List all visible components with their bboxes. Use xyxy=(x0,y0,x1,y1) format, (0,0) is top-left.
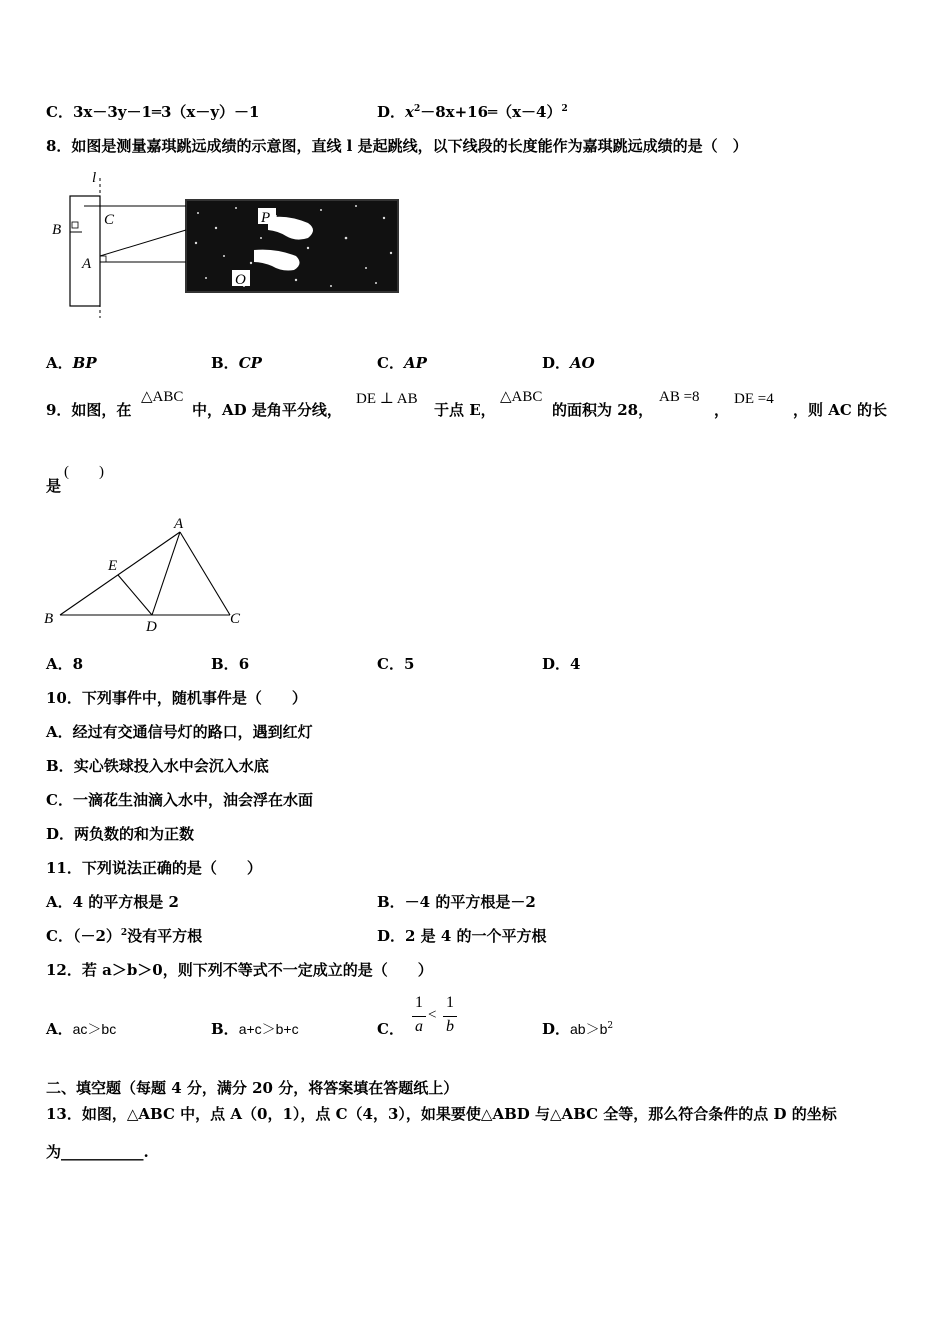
q9-math-de: DE =4 xyxy=(734,391,774,407)
q12-option-a: A．ac＞bc xyxy=(46,1020,117,1038)
q11-option-d: D．2 是 4 的一个平方根 xyxy=(377,927,547,945)
q10-option-b: B．实心铁球投入水中会沉入水底 xyxy=(46,757,269,775)
q8-label-l: l xyxy=(92,170,97,186)
q9-option-b: B．6 xyxy=(211,655,250,673)
q11-option-b: B．－4 的平方根是－2 xyxy=(377,893,536,911)
q9-math-triangle-abc: △ABC xyxy=(141,389,184,405)
q8-option-d: D．AO xyxy=(542,354,595,372)
q12-option-b: B．a+c＞b+c xyxy=(211,1020,299,1038)
q13-stem: 13．如图，△ABC 中，点 A（0，1），点 C（4，3），如果要使△ABD 与△ABC 全等，那么符合条件的点 D 的坐标 xyxy=(46,1105,837,1123)
q9-label-a: A xyxy=(174,516,184,532)
q9-option-c: C．5 xyxy=(377,655,415,673)
q10-option-c: C．一滴花生油滴入水中，油会浮在水面 xyxy=(46,791,313,809)
q9-stem-4: 的面积为 28， xyxy=(552,401,654,419)
q8-label-b: B xyxy=(52,222,62,238)
q8-label-c: C xyxy=(104,212,115,228)
section2-heading: 二、填空题（每题 4 分，满分 20 分，将答案填在答题纸上） xyxy=(46,1079,459,1097)
q9-math-ab: AB =8 xyxy=(659,389,700,405)
q9-label-e: E xyxy=(108,558,118,574)
q8-option-c: C．AP xyxy=(377,354,427,372)
q11-option-c: C．$(-2)^2$没有平方根 xyxy=(46,927,203,945)
q12-option-c-label: C． xyxy=(377,1020,404,1038)
q12-option-d: D．$ab>b^2$ xyxy=(542,1020,614,1038)
q7-option-c: C．3x－3y－1═3（x－y）－1 xyxy=(46,103,260,121)
q9-comma: ， xyxy=(714,401,730,419)
q9-label-b: B xyxy=(44,611,54,627)
q9-math-perp: DE ⊥ AB xyxy=(356,391,418,407)
q8-option-a: A．BP xyxy=(46,354,97,372)
q12-less-than: < xyxy=(428,1007,437,1023)
q11-option-a: A．4 的平方根是 2 xyxy=(46,893,179,911)
q9-triangle-figure xyxy=(40,512,260,637)
q9-label-d: D xyxy=(146,619,157,635)
q9-stem-5: ，则 AC 的长 xyxy=(793,401,888,419)
q9-stem-1: 9．如图，在 xyxy=(46,401,132,419)
q9-stem-3: 于点 E， xyxy=(434,401,496,419)
q8-label-p: P xyxy=(261,210,271,226)
q9-stem-2: 中，AD 是角平分线， xyxy=(192,401,342,419)
q8-label-o: O xyxy=(235,272,246,288)
q9-option-a: A．8 xyxy=(46,655,84,673)
q8-stem: 8．如图是测量嘉琪跳远成绩的示意图，直线 l 是起跳线，以下线段的长度能作为嘉琪跳远成绩的是（ ） xyxy=(46,137,748,155)
q7-option-d: D．$x^2-8x+16═(x-4)^2$ xyxy=(377,103,568,121)
q8-long-jump-figure xyxy=(46,168,406,318)
q10-option-a: A．经过有交通信号灯的路口，遇到红灯 xyxy=(46,723,313,741)
q9-label-c: C xyxy=(230,611,241,627)
q11-stem: 11．下列说法正确的是（ ） xyxy=(46,859,262,877)
q9-paren: ( ) xyxy=(64,464,104,480)
q10-stem: 10．下列事件中，随机事件是（ ） xyxy=(46,689,307,707)
q9-math-triangle-abc-2: △ABC xyxy=(500,389,543,405)
q8-label-a: A xyxy=(82,256,92,272)
q10-option-d: D．两负数的和为正数 xyxy=(46,825,195,843)
q12-stem: 12．若 a＞b＞0，则下列不等式不一定成立的是（ ） xyxy=(46,961,433,979)
q8-option-b: B．CP xyxy=(211,354,262,372)
q9-stem-6: 是 xyxy=(46,477,62,495)
q9-option-d: D．4 xyxy=(542,655,581,673)
q13-stem-2: 为___________. xyxy=(46,1143,149,1161)
